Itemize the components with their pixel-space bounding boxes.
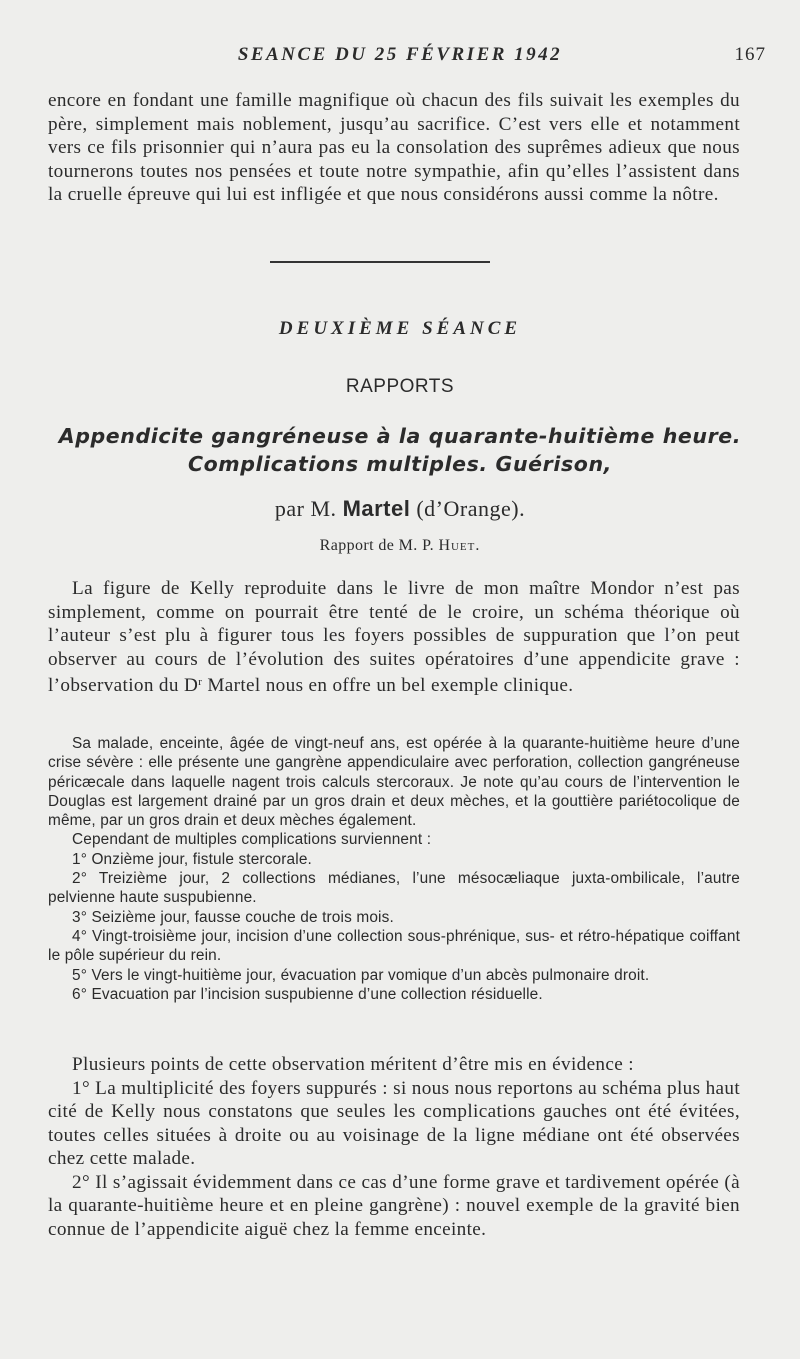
observation-item: 4° Vingt-troisième jour, incision d’une collection sous-phrénique, sus- et rétro-hépatique coiffant le pôle supérieur du rein.	[48, 927, 740, 965]
observation-item: 5° Vers le vingt-huitième jour, évacuation par vomique d’un abcès pulmonaire droit.	[72, 966, 650, 984]
section-heading: DEUXIÈME SÉANCE	[278, 318, 522, 339]
running-title: SEANCE DU 25 FÉVRIER 1942	[237, 44, 563, 65]
article-title-line2: Complications multiples. Guérison,	[187, 452, 613, 476]
author-name: Martel	[342, 496, 411, 521]
byline-prefix: par M.	[274, 496, 337, 521]
body-paragraph: La figure de Kelly reproduite dans le livre de mon maître Mondor n’est pas simplement, comme on pourrait être tenté de le croire, un schéma théorique où l’auteur s’est plu à figurer tous les foyers possibles de suppuration que l’on peut observer au cours de l’évolution des suites opératoires d’une appendicite grave : l’observation du $D^r$ Martel nous en offre un bel exemple clinique.	[48, 578, 740, 696]
closing-paragraph: 2° Il s’agissait évidemment dans ce cas d’une forme grave et tardivement opérée (à la quarante-huitième heure et en pleine gangrène) : nouvel exemple de la gravité bien connue de l’appendicite aiguë chez la femme enceinte.	[48, 1171, 740, 1240]
observation-item: 2° Treizième jour, 2 collections médianes, l’une mésocæliaque juxta-ombilicale, l’autre pelvienne haute suspubienne.	[48, 870, 740, 907]
running-head	[0, 44, 800, 70]
observation-item: 6° Evacuation par l’incision suspubienne d’une collection résiduelle.	[72, 985, 543, 1003]
observation-item: 1° Onzième jour, fistule stercorale.	[72, 850, 312, 868]
observation-paragraph: Sa malade, enceinte, âgée de vingt-neuf ans, est opérée à la quarante-huitième heure d’une crise sévère : elle présente une gangrène appendiculaire avec perforation, collection gangréneuse péricæcale dans laquelle nagent trois calculs stercoraux. Je note qu’au cours de l’intervention le Douglas est largement drainé par un gros drain et deux mèches, et la gouttière pariétocolique de même, par un gros drain et deux mèches également.	[48, 735, 740, 830]
author-place: (d’Orange).	[416, 496, 526, 521]
reporter-name: Huet.	[438, 537, 481, 554]
byline	[0, 496, 800, 522]
section-subheading: RAPPORTS	[345, 376, 455, 397]
section-divider	[270, 261, 490, 263]
closing-text	[48, 1053, 740, 1241]
observation-text	[48, 734, 740, 1004]
article-title-line1: Appendicite gangréneuse à la quarante-huitième heure.	[58, 424, 742, 448]
report-prefix: Rapport de M. P.	[319, 537, 435, 554]
intro-text	[48, 89, 740, 207]
page-number: 167	[734, 44, 766, 65]
article-title	[40, 422, 760, 478]
closing-paragraph: Plusieurs points de cette observation méritent d’être mis en évidence :	[72, 1054, 634, 1075]
observation-paragraph: Cependant de multiples complications surviennent :	[72, 831, 432, 849]
observation-item: 3° Seizième jour, fausse couche de trois mois.	[72, 908, 394, 926]
report-attribution	[0, 537, 800, 555]
body-text	[48, 577, 740, 698]
superscript: r	[198, 676, 203, 688]
closing-paragraph: 1° La multiplicité des foyers suppurés : si nous nous reportons au schéma plus haut cité de Kelly nous constatons que seules les complications gauches ont été évitées, toutes celles situées à droite ou au voisinage de la ligne médiane ont été observées chez cette malade.	[48, 1077, 740, 1169]
intro-paragraph: encore en fondant une famille magnifique où chacun des fils suivait les exemples du père, simplement mais noblement, jusqu’au sacrifice. C’est vers elle et notamment vers ce fils prisonnier qui n’aura pas eu la consolation des suprêmes adieux que nous tournerons toutes nos pensées et toute notre sympathie, afin qu’elles l’assistent dans la cruelle épreuve qui lui est infligée et que nous considérons aussi comme la nôtre.	[48, 90, 740, 205]
